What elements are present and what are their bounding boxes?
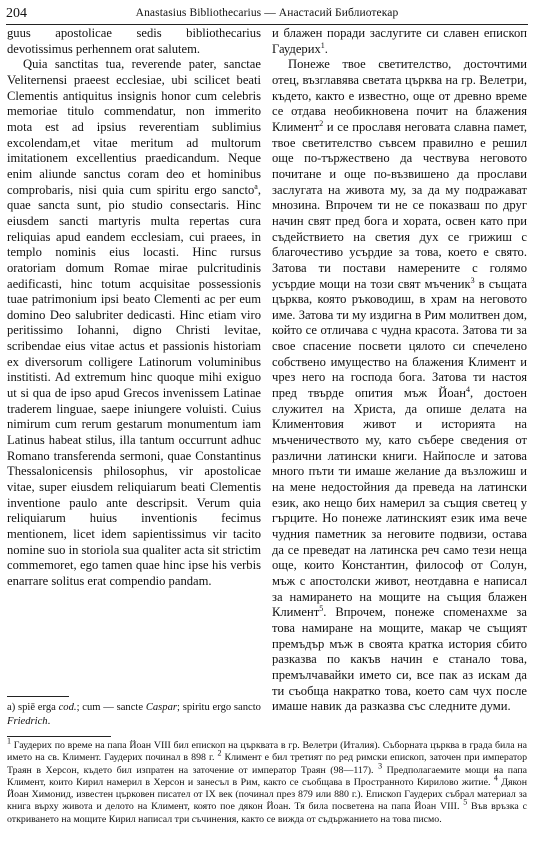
footnote-marker: 5	[319, 604, 324, 614]
apparatus-word: spi	[17, 702, 31, 713]
apparatus-text: ; spiritu ergo sancto	[177, 702, 261, 713]
footnote-text: Във връзка с откриването на мощите Кирил написал три съчинения, както се вижда от съдържанието на това писмо.	[7, 801, 527, 825]
latin-text-2a: Quia sanctitas tua, reverende pater, sanctae Veliternensi praeest ecclesiae, ubi scilicet beati Clementis antiquitus insignis honor cum celebris memoriae titulo commendatur, non immerito mota est ad ipsius reverentiam sublimius excolendam,et vitae meritum ad multorum imitationem excellentius praedicandum. Neque enim aliunde sanctus coram deo et hominibus comprobaris, nisi quia cum spiritu ergo sancto	[7, 57, 261, 197]
footnotes-divider	[7, 736, 111, 737]
footnote-marker: 4	[465, 384, 470, 394]
apparatus-siglum: cod.	[58, 702, 77, 713]
bulgarian-column	[272, 26, 527, 715]
bulgarian-paragraph-2	[272, 57, 527, 715]
bulgarian-text-2d: , достоен служител на Христа, да опише делата на Климентовия живот и историята на мъченичеството му, като събере сведения от различни латински книги. Найпосле и затова много пъти ти имаше желание да възложиш и на мене недостойния да преведа на латински език, ако нещо бих намерил за същия светец у гърците. Но понеже латинският език има вече чудния паметник за неговите подвизи, остава да се преведат на латинска реч само тези неща още, които Константин, философ от Солун, мъж с апостолски живот, неотдавна е написал за намирането на мощите на същия блажен Климент	[272, 386, 527, 620]
apparatus-editor: Caspar	[145, 702, 178, 713]
page-header	[6, 4, 528, 25]
bulgarian-text-2a: Понеже твое светителство, досточтими отец, възглавява светата църква на гр. Велетри, където, както е известно, още от древно време се отдава необикновена почит на блажения Климент	[272, 57, 527, 134]
footnote-number: 3	[378, 761, 383, 771]
page-number: 204	[6, 6, 27, 21]
latin-column	[7, 26, 261, 590]
apparatus-editor: Friedrich	[7, 716, 48, 727]
latin-paragraph-2	[7, 57, 261, 589]
apparatus-marker: a	[254, 181, 258, 191]
critical-apparatus	[7, 701, 261, 729]
bulgarian-paragraph-1	[272, 26, 527, 57]
footnote-number: 5	[463, 798, 468, 808]
apparatus-text: .	[47, 716, 51, 727]
footnote-marker: 1	[320, 40, 325, 50]
apparatus-divider	[7, 696, 69, 697]
bulgarian-text-1a: и блажен поради заслугите си славен епископ Гаудерих	[272, 26, 527, 56]
bulgarian-text-2c: в същата църква, която ръководиш, в храм на неговото име. Затова ти му издигна в Рим молитвен дом, който се отличава с чудна красота. Затова ти за свое спасение посвети цялото си спечелено собствено имущество на блажения Климент и чрез него на господа бога. Затова ти настоя пред твърде опития мъж Йоан	[272, 276, 527, 401]
footnote-number: 1	[7, 736, 11, 746]
footnotes	[7, 736, 528, 826]
apparatus-text: ; cum — sancte	[76, 702, 146, 713]
latin-text-1: guus apostolicae sedis bibliothecarius devotissimus perhennem orat salutem.	[7, 26, 261, 56]
footnote-number: 2	[217, 749, 222, 758]
footnote-marker: 2	[319, 118, 324, 128]
latin-text-2b: , quae sancta sunt, pio studio consectaris. Hinc eiusdem sancti martyris multa repertas cura reliquias apud eandem ecclesiam, cui praees, in templo nominis eius locasti. Hinc rursus oratoriam domum Romae mirae pulcritudinis aedificasti, hinc totum acquisitae possessionis tuae patrimonium ipsi beato Clementi ac per eum domino Deo salubriter dedicasti. Hinc etiam viro peritissimo Iohanni, digno Christi levitae, scribendae eius vitae actus et passionis historiam ex diversorum colligere Latinorum voluminibus institisti. Ad extremum hinc quoque mihi exiguo ut si qua de ipso apud Grecos invenissem Latinae traderem linguae, saepe iniungere voluisti. Cuius nimirum cum rerum gestarum monumentum iam Latinus habeat stilus, illa tantum occurrunt adhuc Romano transferenda sermoni, quae Constantinus Thessalonicensis philosophus, vir apostolicae vitae, super eiusdem reliquiarum beati Clementis inventione paulo ante descripsit. Verum quia reliquiarum huius inventionis fecimus mentionem, licet idem sapientissimus vir tacito nomine suo in storiola sua qualiter acta sit strictim commemoret, ego tamen quae hinc ipse his verbis enarrare solitus erat compendio pandam.	[7, 182, 261, 588]
bulgarian-text-2b: и се прославя неговата славна памет, твое светителство съвсем правилно е решил още по-тържествено да чествува неговото почитане и още по-възвишено да прослави заслугата на живота му, за да му подражават мнозина. Впрочем ти не се показваш по друг начин свят пред бога и хората, освен като при съдействието на светия дух се грижиш с благочестиво усърдие за това, което е свято. Затова ти постави намерените с голямо усърдие мощи на този свят мъченик	[272, 119, 527, 291]
footnote-text: Гаудерих по време на папа Йоан VIII бил епископ на църквата в гр. Велетри (Италия). Съборната църква в града била на името на св. Климент. Гаудерих починал в 898 г.	[7, 740, 527, 764]
footnote-marker: 3	[470, 275, 475, 285]
bulgarian-text-1b: .	[324, 41, 328, 56]
footnote-text: Предполагаемите мощи на папа Климент, които Кирил намерил в Херсон и занесъл в Рим, както се съобщава в Пространното Кирилово житие.	[7, 764, 527, 788]
apparatus-label: a)	[7, 702, 16, 713]
footnote-number: 4	[493, 773, 498, 783]
apparatus-text: ē erga	[30, 702, 59, 713]
running-head: Anastasius Bibliothecarius — Анастасий Библиотекар	[135, 7, 399, 19]
footnote-text: Климент е бил третият по ред римски епископ, заточен при император Траян в Херсон, където бил изпратен на заточение от император Траян (98—117).	[7, 752, 528, 776]
bulgarian-text-2e: . Впрочем, понеже споменахме за това намиране на мощите, макар че същият премъдър мъж в своята кратка история сбито разказва по какъв начин е станало това, премълчавайки името си, все пак аз искам да ти съобща накратко това, което сам чух после имаше навик да разказва със следните думи.	[272, 605, 527, 714]
footnote-text: Дякон Йоан Химонид, известен църковен писател от IX век (починал през 879 или 880 г.). Епископ Гаудерих събрал материал за книга върху живота и делото на Климент, която пое дякон Йоан. Тя била посветена на папа Йоан VIII.	[7, 776, 528, 813]
latin-paragraph-1	[7, 26, 261, 57]
